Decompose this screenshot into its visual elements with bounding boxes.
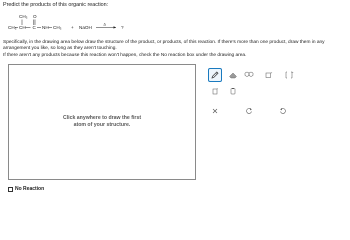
arrow-head: [114, 26, 117, 28]
arrow-label: Δ: [103, 22, 106, 27]
no-reaction-option[interactable]: [8, 186, 44, 192]
no-reaction-checkbox[interactable]: [8, 187, 13, 192]
no-reaction-label: No Reaction: [15, 186, 45, 192]
drawing-area[interactable]: [8, 64, 196, 180]
redo-button[interactable]: [276, 104, 290, 118]
undo-button[interactable]: [242, 104, 256, 118]
clipboard-icon: [228, 86, 238, 96]
clear-button[interactable]: [208, 104, 222, 118]
reactant-ch3-left: CH₃: [8, 25, 17, 30]
svg-text:+: +: [292, 71, 294, 74]
drawing-hint-line2: atom of your structure.: [73, 121, 131, 128]
bracket-icon: [284, 70, 294, 80]
reaction-equation: [8, 13, 158, 35]
svg-text:+: +: [270, 70, 273, 75]
redo-icon: [278, 106, 288, 116]
product-placeholder: ?: [121, 25, 124, 30]
eraser-tool-button[interactable]: [226, 68, 240, 82]
reactant-top-ch3: CH₃: [19, 14, 28, 19]
drawing-toolbar: [200, 64, 350, 124]
instructions-text: Specifically, in the drawing area below draw the structure of the product, or products, of this reaction. If there's more than one product, draw them in any arrangement you like, so long as they aren't touching.: [3, 40, 325, 51]
charge-icon: [264, 70, 274, 80]
copy-tool-button[interactable]: [208, 84, 222, 98]
reagent-naoh: NaOH: [79, 25, 92, 30]
undo-icon: [244, 106, 254, 116]
ring-icon: [242, 70, 256, 80]
copy-icon: [210, 86, 220, 96]
bracket-tool-button[interactable]: [282, 68, 296, 82]
plus-sign: +: [71, 25, 74, 30]
ring-tool-button[interactable]: [242, 68, 256, 82]
drawing-hint-line1: Click anywhere to draw the first: [62, 115, 142, 121]
pencil-tool-button[interactable]: [208, 68, 222, 82]
svg-text:+: +: [216, 87, 219, 91]
reactant-ch: CH: [19, 25, 26, 30]
charge-tool-button[interactable]: [262, 68, 276, 82]
clipboard-tool-button[interactable]: [226, 84, 240, 98]
reactant-c: C: [32, 25, 36, 30]
question-title: Predict the products of this organic reaction:: [3, 2, 109, 8]
drawing-hint: [9, 115, 195, 128]
no-reaction-instructions: If there aren't any products because this reaction won't happen, check the No reaction box under the drawing area.: [3, 53, 247, 58]
reactant-nh: NH: [42, 25, 49, 30]
pencil-icon: [210, 70, 220, 80]
reactant-ch3-right: CH₃: [53, 25, 62, 30]
close-icon: [210, 106, 220, 116]
reactant-top-o: O: [33, 14, 37, 19]
eraser-icon: [228, 70, 238, 80]
